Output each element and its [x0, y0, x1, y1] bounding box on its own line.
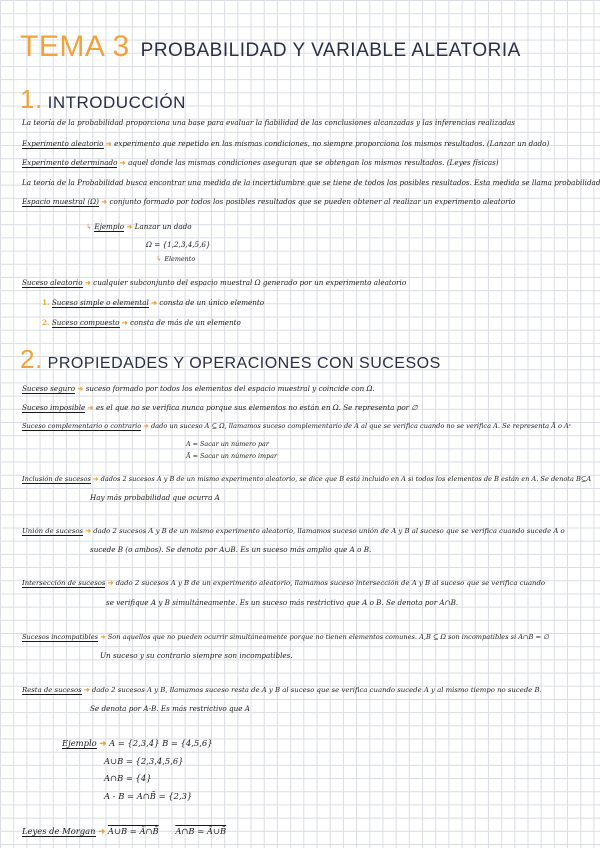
morgan-law-2: A∩B = Ā∪B̄: [175, 826, 227, 836]
item-def: consta de un único elemento: [159, 298, 265, 307]
item-number: 2.: [42, 318, 50, 327]
def-suceso-imposible: es el que no se verifica nunca porque sus elementos no están en Ω. Se representa por ∅: [95, 403, 418, 412]
term-experimento-aleatorio: Experimento aleatorio: [22, 139, 104, 148]
term-suceso-seguro: Suceso seguro: [22, 384, 76, 393]
def-suceso-seguro: suceso formado por todos los elementos del espacio muestral y coincide con Ω.: [85, 384, 375, 393]
interseccion-sucesos: [22, 579, 545, 587]
term-morgan: Leyes de Morgan: [22, 826, 96, 836]
term-inclusion: Inclusión de sucesos: [22, 475, 91, 483]
term-espacio-muestral: Espacio muestral (Ω): [22, 197, 99, 206]
list-item: [42, 318, 241, 327]
section-2-title: PROPIEDADES Y OPERACIONES CON SUCESOS: [47, 355, 441, 372]
intro-line: La teoría de la probabilidad proporciona una base para evaluar la fiabilidad de las conclusiones alcanzadas y las inferencias realizadas: [22, 118, 515, 127]
elemento-label: Elemento: [164, 255, 196, 263]
term-suceso-aleatorio: Suceso aleatorio: [22, 278, 83, 287]
ejemplo-interseccion: A∩B = {4}: [104, 773, 152, 783]
arrow-icon: ➜: [101, 197, 108, 206]
arrow-icon: ➜: [84, 278, 91, 287]
section-1-number: 1.: [20, 84, 43, 114]
experimento-determinado: [22, 158, 499, 167]
term-incompatibles: Sucesos incompatibles: [22, 633, 98, 641]
arrow-icon: ➜: [126, 222, 133, 231]
incompatibles-line-2: Un suceso y su contrario siempre son incompatibles.: [100, 651, 293, 660]
def-resta: dado 2 sucesos A y B, llamamos suceso resta de A y B al suceso que se verifica cuando sucede A y al mismo tiempo no sucede B.: [91, 686, 542, 694]
arrow-icon: ➜: [107, 579, 114, 587]
def-experimento-aleatorio: experimento que repetido en las mismas condiciones, no siempre proporciona los mismos resultados. (Lanzar un dado): [114, 139, 550, 148]
suceso-complementario: [22, 422, 571, 430]
item-number: 1.: [42, 298, 50, 307]
list-item: [42, 298, 264, 307]
arrow-icon: ➜: [83, 686, 90, 694]
def-inclusion: dados 2 sucesos A y B de un mismo experimento aleatorio, se dice que B está incluido en A si todos los elementos de B están en A. Se denota B⊆A: [100, 475, 592, 483]
union-sucesos: [22, 527, 565, 535]
arrow-icon: ➜: [87, 403, 94, 412]
arrow-icon: ➜: [100, 633, 106, 641]
term-suceso-complementario: Suceso complementario o contrario: [22, 422, 142, 430]
ejemplo-label: Ejemplo: [94, 222, 125, 231]
arrow-icon: ➜: [93, 475, 99, 483]
arrow-icon: ➜: [143, 422, 149, 430]
page-title: [20, 30, 521, 64]
def-interseccion: dado 2 sucesos A y B de un experimento aleatorio, llamamos suceso intersección de A y B al suceso que se verifica cuando: [115, 579, 546, 587]
term-resta: Resta de sucesos: [22, 686, 82, 694]
omega-set: Ω = {1,2,3,4,5,6}: [146, 240, 211, 249]
ejemplo-operaciones: [62, 738, 213, 748]
inclusion-sucesos: [22, 475, 591, 483]
term-suceso-imposible: Suceso imposible: [22, 403, 86, 412]
arrow-icon: ➜: [77, 384, 84, 393]
hook-arrow-icon: ↳: [86, 222, 93, 231]
arrow-icon: ➜: [151, 298, 158, 307]
arrow-icon: ➜: [105, 139, 112, 148]
def-experimento-determinado: aquel donde las mismas condiciones aseguran que se obtengan los mismos resultados. (Leyes físicas): [128, 158, 499, 167]
term-interseccion: Intersección de sucesos: [22, 579, 106, 587]
ejemplo-par: A = Sacar un número par: [186, 440, 269, 448]
ejemplo-union: A∪B = {2,3,4,5,6}: [104, 756, 184, 766]
arrow-icon: ➜: [119, 158, 126, 167]
term-experimento-determinado: Experimento determinado: [22, 158, 118, 167]
item-label: Suceso simple o elemental: [51, 298, 149, 307]
espacio-muestral: [22, 197, 515, 206]
term-union: Unión de sucesos: [22, 527, 84, 535]
arrow-icon: ➜: [85, 527, 92, 535]
probabilidad-line: La teoría de la Probabilidad busca encontrar una medida de la incertidumbre que se tiene de todos los posibles resultados. Esta medida se llama probabilidad: [22, 178, 600, 187]
resta-sucesos: [22, 686, 542, 694]
section-1-heading: [20, 84, 186, 115]
suceso-aleatorio: [22, 278, 406, 287]
section-1-title: INTRODUCCIÓN: [47, 93, 186, 112]
def-union: dado 2 sucesos A y B de un mismo experimento aleatorio, llamamos suceso unión de A y B al suceso que se verifica cuando sucede A o: [93, 527, 565, 535]
interseccion-line-2: se verifique A y B simultáneamente. Es un suceso más restrictivo que A o B. Se denota por A∩B.: [106, 598, 459, 607]
section-2-number: 2.: [20, 344, 43, 374]
section-2-heading: [20, 344, 441, 375]
suceso-imposible: [22, 403, 418, 412]
title-tema: TEMA 3: [20, 30, 130, 63]
inclusion-note: Hay más probabilidad que ocurra A: [90, 493, 220, 502]
elemento-note: [156, 254, 195, 263]
ejemplo-resta: A - B = A∩B̄ = {2,3}: [104, 791, 193, 801]
ejemplo-sets: A = {2,3,4} B = {4,5,6}: [109, 738, 213, 748]
resta-line-2: Se denota por A-B. Es más restrictivo que A: [90, 704, 250, 713]
title-text: PROBABILIDAD Y VARIABLE ALEATORIA: [140, 40, 521, 61]
arrow-icon: ➜: [99, 738, 107, 748]
item-label: Suceso compuesto: [51, 318, 120, 327]
leyes-de-morgan: [22, 826, 226, 836]
suceso-seguro: [22, 384, 375, 393]
sucesos-incompatibles: [22, 633, 549, 641]
ejemplo-impar: Ā = Sacar un número impar: [186, 452, 278, 460]
def-incompatibles: Son aquellos que no pueden ocurrir simultáneamente porque no tienen elementos comunes. A,B ⊆ Ω son incompatibles si A∩B = ∅: [107, 633, 549, 641]
arrow-icon: ➜: [121, 318, 128, 327]
def-suceso-aleatorio: cualquier subconjunto del espacio muestral Ω generado por un experimento aleatorio: [93, 278, 407, 287]
arrow-icon: ➜: [98, 826, 106, 836]
experimento-aleatorio: [22, 139, 549, 148]
def-espacio-muestral: conjunto formado por todos los posibles resultados que se pueden obtener al realizar un experimento aleatorio: [109, 197, 516, 206]
union-line-2: sucede B (o ambos). Se denota por A∪B. Es un suceso más amplio que A o B.: [90, 545, 372, 554]
ejemplo-label: Ejemplo: [62, 738, 97, 748]
morgan-law-1: A∪B = Ā∩B̄: [107, 826, 159, 836]
ejemplo-text: Lanzar un dado: [134, 222, 192, 231]
def-suceso-complementario: dado un suceso A ⊆ Ω, llamamos suceso complementario de A al que se verifica cuando no se verifica A. Se representa Ā o Aᶜ: [150, 422, 572, 430]
ejemplo-dado: [86, 222, 192, 231]
hook-arrow-icon: ↳: [156, 254, 163, 263]
item-def: consta de más de un elemento: [130, 318, 241, 327]
